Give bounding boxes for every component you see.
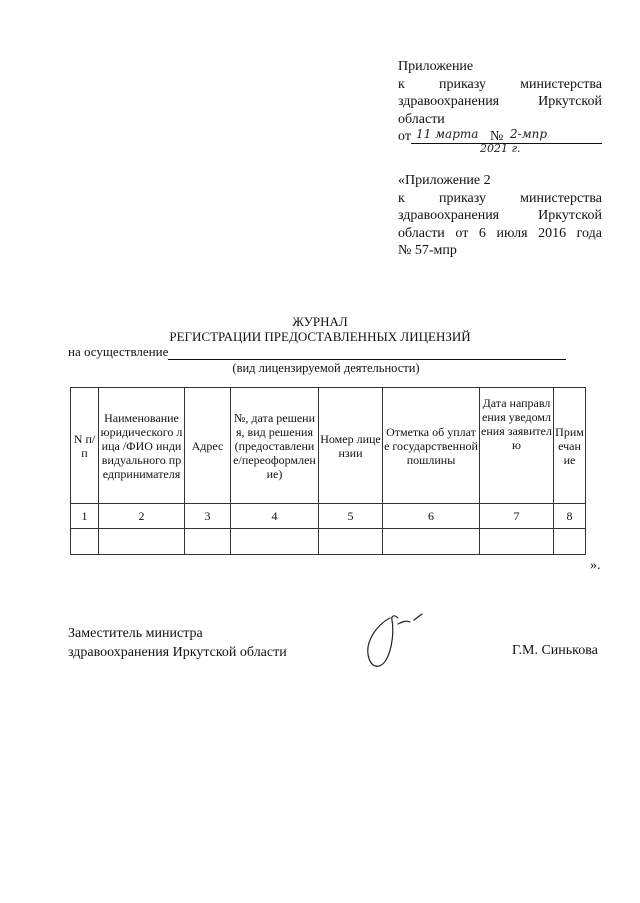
signer-position-line: здравоохранения Иркутской области (68, 645, 287, 660)
column-number-row (71, 504, 586, 529)
appendix-line: к приказу министерства (398, 76, 602, 92)
column-header: Номер лицензии (319, 388, 383, 504)
column-number: 5 (319, 504, 383, 529)
activity-label: на осуществление (68, 344, 169, 359)
previous-appendix-line: здравоохранения Иркутской (398, 208, 602, 223)
handwritten-order-year: 2021 г. (480, 142, 521, 155)
table-cell (185, 529, 231, 555)
table-cell (231, 529, 319, 555)
table-cell (480, 529, 554, 555)
table-cell (71, 529, 99, 555)
handwritten-signature (360, 610, 430, 674)
signer-position (68, 624, 287, 662)
signer-position-line: Заместитель министра (68, 626, 203, 641)
column-number: 7 (480, 504, 554, 529)
column-number: 3 (185, 504, 231, 529)
table-header-row (71, 388, 586, 504)
column-header: N п/п (71, 388, 99, 504)
table-cell (99, 529, 185, 555)
order-reference-line (398, 127, 602, 155)
journal-subtitle: РЕГИСТРАЦИИ ПРЕДОСТАВЛЕННЫХ ЛИЦЕНЗИЙ (169, 329, 471, 344)
previous-appendix-line: области от 6 июля 2016 года (398, 225, 602, 241)
registration-table (70, 387, 586, 555)
previous-appendix-line: к приказу министерства (398, 190, 602, 206)
column-header: Отметка об уплате государственной пошлины (383, 388, 480, 504)
column-number: 1 (71, 504, 99, 529)
previous-appendix-title: «Приложение 2 (398, 173, 491, 188)
appendix-title: Приложение (398, 59, 474, 74)
previous-appendix-line: № 57-мпр (398, 243, 457, 258)
column-header: Дата направления уведомления заявителю (480, 388, 554, 504)
column-number: 8 (554, 504, 586, 529)
activity-blank-line (168, 348, 566, 360)
table-row (71, 529, 586, 555)
appendix-block (398, 58, 602, 260)
closing-quote: ». (590, 558, 601, 573)
appendix-line: здравоохранения Иркутской (398, 94, 602, 109)
table-cell (383, 529, 480, 555)
order-number-sign: № (490, 129, 504, 144)
column-number: 2 (99, 504, 185, 529)
column-number: 4 (231, 504, 319, 529)
column-number: 6 (383, 504, 480, 529)
handwritten-order-number: 2-мпр (510, 127, 548, 141)
order-prefix: от (398, 129, 411, 144)
activity-note: (вид лицензируемой деятельности) (232, 361, 420, 375)
column-header: Адрес (185, 388, 231, 504)
table-cell (554, 529, 586, 555)
column-header: Наименование юридического лица /ФИО индивидуального предпринимателя (99, 388, 185, 504)
column-header: №, дата решения, вид решения (предоставление/переоформление) (231, 388, 319, 504)
journal-title: ЖУРНАЛ (292, 314, 348, 329)
handwritten-order-date: 11 марта (416, 127, 479, 141)
table-cell (319, 529, 383, 555)
column-header: Примечание (554, 388, 586, 504)
activity-line (68, 344, 566, 360)
appendix-line: области (398, 111, 445, 127)
signer-name: Г.М. Синькова (512, 643, 598, 658)
